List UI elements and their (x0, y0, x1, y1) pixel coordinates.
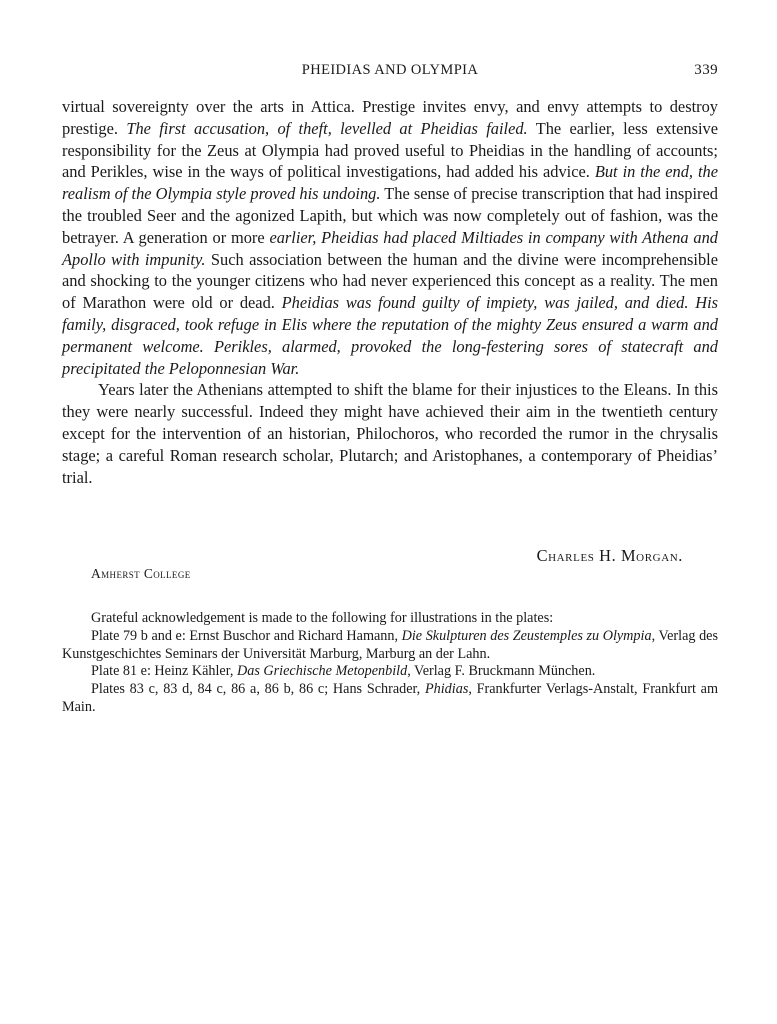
author-signature: Charles H. Morgan. (536, 546, 683, 565)
p1-italic-1: The first accusation, of theft, levelled at Pheidias failed. (126, 118, 528, 138)
ack-line-2-suffix: , Verlag F. Bruckmann München. (407, 663, 596, 680)
page-number: 339 (694, 62, 718, 78)
p1-italic-3: earlier, Pheidias had placed Miltiades in company with Athena and Apollo with impunity. (62, 227, 718, 269)
paragraph-1 (62, 96, 718, 379)
ack-line-3-title: Phidias (424, 681, 469, 698)
p1-italic-2: But in the end, the realism of the Olympia style proved his undoing. (62, 162, 718, 204)
paragraph-2: Years later the Athenians attempted to shift the blame for their injustices to the Eleans. In this they were nearly successful. Indeed they might have achieved their aim in the twentieth century except for the intervention of an historian, Philochoros, who recorded the rumor in the chrysalis stage; a careful Roman research scholar, Plutarch; and Aristophanes, a contemporary of Pheidias’ trial. (62, 380, 718, 487)
ack-line-1-prefix: Plate 79 b and e: Ernst Buschor and Richard Hamann, (91, 627, 402, 644)
ack-line-2-prefix: Plate 81 e: Heinz Kähler, (91, 663, 237, 680)
ack-line-3-suffix: , Frankfurter Verlags-Anstalt, Frankfurt am Main. (62, 681, 718, 715)
ack-line-3-prefix: Plates 83 c, 83 d, 84 c, 86 a, 86 b, 86 c; Hans Schrader, (91, 681, 425, 698)
body-text (62, 96, 718, 488)
p1-text-3: The sense of precise transcription that had inspired the troubled Seer and the agonized Lapith, but which was now completely out of fashion, was the betrayer. A generation or more (62, 184, 718, 247)
running-title: PHEIDIAS AND OLYMPIA (301, 62, 479, 78)
running-head (62, 62, 718, 84)
ack-line-2-title: Das Griechische Metopenbild (236, 663, 408, 680)
acknowledgements (62, 610, 718, 717)
ack-line-3 (62, 681, 718, 717)
ack-line-2 (62, 663, 718, 681)
ack-intro: Grateful acknowledgement is made to the following for illustrations in the plates: (91, 610, 554, 626)
ack-line-1 (62, 628, 718, 664)
p1-text-1: virtual sovereignty over the arts in Attica. Prestige invites envy, and envy attempts to destroy prestige. (62, 97, 718, 138)
ack-line-1-suffix: , Verlag des Kunstgeschichtes Seminars der Universität Marburg, Marburg an der Lahn. (62, 627, 718, 662)
ack-line-1-title: Die Skulpturen des Zeustemples zu Olympia (401, 627, 652, 644)
p1-italic-4: Pheidias was found guilty of impiety, was jailed, and died. His family, disgraced, took refuge in Elis where the reputation of the mighty Zeus ensured a warm and permanent welcome. Perikles, alarmed, provoked the long-festering sores of statecraft and precipitated the Peloponnesian War. (62, 293, 718, 378)
p1-text-4: Such association between the human and the divine were incomprehensible and shocking to the younger citizens who had never experienced this concept as a reality. The men of Marathon were old or dead. (62, 249, 718, 313)
p1-text-2: The earlier, less extensive responsibility for the Zeus at Olympia had proved useful to Pheidias in the handling of accounts; and Perikles, wise in the ways of political investigations, had added his advice. (62, 118, 718, 182)
author-affiliation: Amherst College (91, 566, 191, 581)
